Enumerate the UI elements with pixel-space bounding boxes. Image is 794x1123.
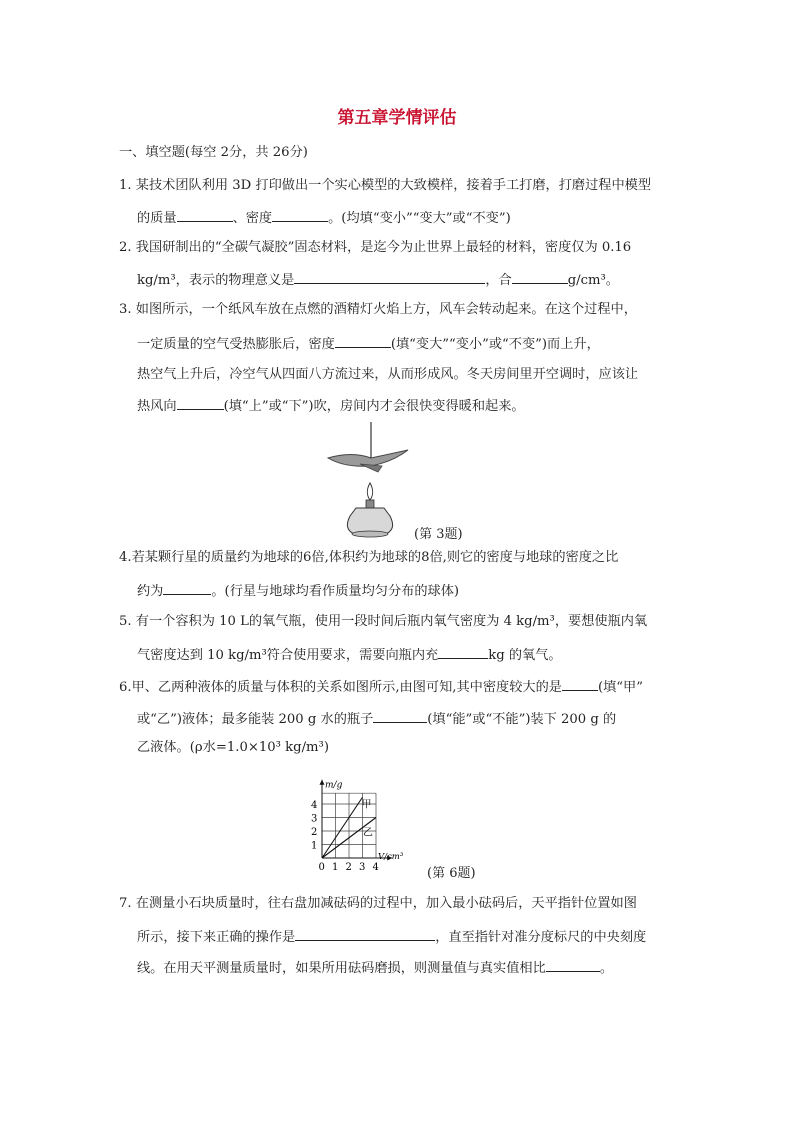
y-axis-label: m/g [325,780,343,791]
y-tick-label: 1 [311,840,318,852]
q5-line-2 [137,645,562,665]
mass-volume-chart [308,766,434,876]
q4-line-1: 4.若某颗行星的质量约为地球的6倍,体积约为地球的8倍,则它的密度与地球的密度之比 [119,550,619,565]
series-line-1 [322,797,363,858]
y-tick-label: 4 [311,800,318,811]
answer-blank[interactable] [438,645,488,659]
q1-line-1: 1. 某技术团队利用 3D 打印做出一个实心模型的大致模样，接着手工打磨，打磨过程中模型 [119,178,652,193]
q3-line-3: 热空气上升后，冷空气从四面八方流过来，从而形成风。冬天房间里开空调时，应该让 [137,367,639,382]
q3-text-density: 一定质量的空气受热膨胀后，密度 [137,337,335,352]
q3-line-4 [137,396,525,416]
answer-blank[interactable] [272,208,328,222]
q3-text-wind: 热风向 [137,399,177,414]
answer-blank[interactable] [294,270,485,284]
answer-blank[interactable] [546,958,600,972]
answer-blank[interactable] [177,208,233,222]
q2-line-1: 2. 我国研制出的“全碳气凝胶”固态材料，是迄今为止世界上最轻的材料，密度仅为 0.16 [119,240,632,255]
q3-text-hint2: (填“上”或“下”)吹，房间内才会很快变得暖和起来。 [223,399,525,414]
q3-text-hint: (填“变大”“变小”或“不变”)而上升， [390,337,600,352]
q7-line-2 [137,927,646,947]
series-label-yi: 乙 [363,827,373,839]
answer-blank[interactable] [335,334,391,348]
q5-text-fill: 气密度达到 10 kg/m³符合使用要求，需要向瓶内充 [137,648,439,663]
pinwheel-lamp-figure [320,420,410,545]
q7-text-end: 。 [599,961,613,976]
page-title: 第五章学情评估 [337,108,457,128]
q6-text-hint2: (填“能”或“不能”)装下 200 g 的 [427,712,617,727]
answer-blank[interactable] [163,581,211,595]
q5-line-1: 5. 有一个容积为 10 L的氧气瓶，使用一段时间后瓶内氧气密度为 4 kg/m³，要想使瓶内氧 [119,614,648,629]
q7-text-compare: 线。在用天平测量质量时，如果所用砝码磨损，则测量值与真实值相比 [137,961,546,976]
q2-text-unit: g/cm³。 [567,273,619,288]
q6-text-bottle: 或“乙”)液体；最多能装 200 g 水的瓶子 [137,712,374,727]
q1-text-density: 、密度 [232,211,273,226]
answer-blank[interactable] [177,396,224,410]
y-tick-label: 3 [311,813,318,825]
q1-text-mass: 的质量 [137,211,177,226]
q6-text-question: 6.甲、乙两种液体的质量与体积的关系如图所示,由图可知,其中密度较大的是 [119,680,562,695]
q4-text-hint: 。(行星与地球均看作质量均匀分布的球体) [211,584,460,599]
y-tick-label: 2 [311,827,318,838]
q2-line-2 [137,270,619,290]
q5-text-unit: kg 的氧气。 [488,648,562,663]
x-tick-label: 1 [332,862,339,873]
q7-text-pointer: ，直至指针对准分度标尺的中央刻度 [435,930,647,945]
x-tick-label: 4 [372,862,379,873]
q6-figure-caption: (第 6题) [427,866,476,881]
answer-blank[interactable] [562,677,598,691]
series-label-jia: 甲 [361,799,372,811]
q7-text-operation: 所示，接下来正确的操作是 [137,930,296,945]
q2-text-meaning: kg/m³，表示的物理意义是 [137,273,295,288]
answer-blank[interactable] [295,927,435,941]
answer-blank[interactable] [373,709,427,723]
x-tick-label: 3 [359,862,366,873]
q7-line-1: 7. 在测量小石块质量时，往右盘加减砝码的过程中，加入最小砝码后，天平指针位置如图 [119,896,637,911]
q6-line-2 [137,709,616,729]
q7-line-3 [137,958,613,978]
x-axis-label: V/cm³ [378,852,404,862]
q3-line-1: 3. 如图所示，一个纸风车放在点燃的酒精灯火焰上方，风车会转动起来。在这个过程中， [119,302,637,317]
q2-text-equal: ，合 [485,273,512,288]
q6-line-1 [119,677,643,697]
q4-text-ratio: 约为 [137,584,164,599]
x-tick-label: 2 [345,862,352,873]
q6-line-3: 乙液体。(ρ水=1.0×10³ kg/m³) [137,740,329,755]
x-tick-label: 0 [318,862,325,873]
answer-blank[interactable] [512,270,568,284]
section-heading: 一、填空题(每空 2分，共 26分) [119,145,308,160]
q3-line-2 [137,334,600,354]
q1-text-hint: 。(均填“变小”“变大”或“不变”) [328,211,511,226]
q6-text-hint: (填“甲” [597,680,643,695]
y-axis-arrow [320,780,325,785]
q1-line-2 [137,208,511,228]
q4-line-2 [137,581,459,601]
q3-figure-caption: (第 3题) [414,527,463,542]
